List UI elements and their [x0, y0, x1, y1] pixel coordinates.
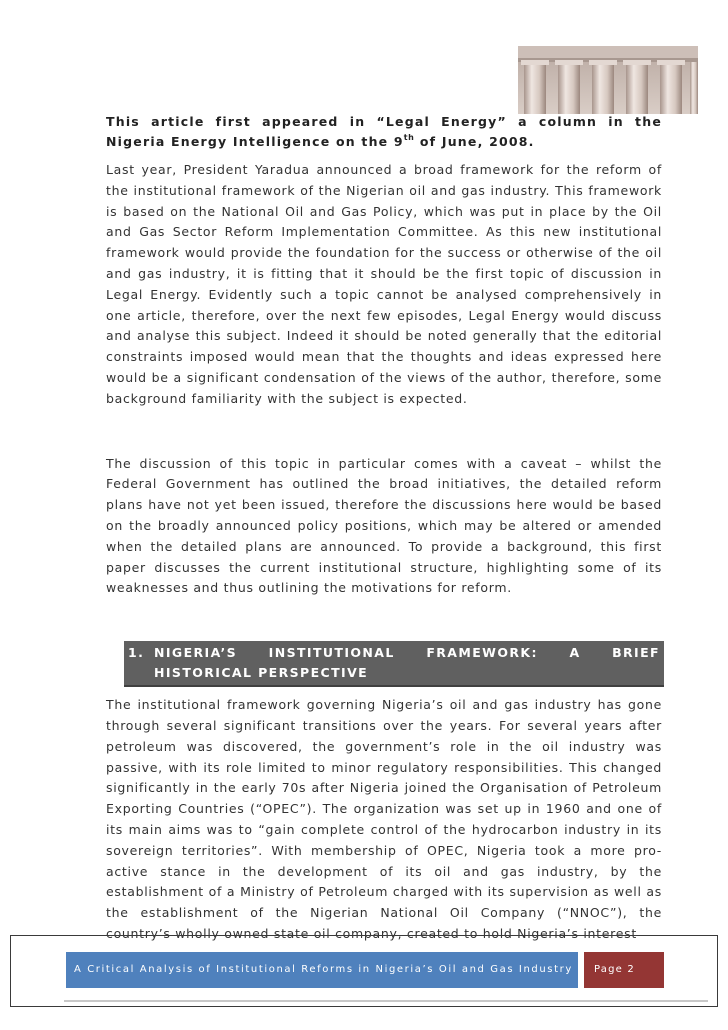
header-columns-image [518, 46, 698, 114]
classical-columns-icon [518, 46, 698, 114]
footer-page-number: Page 2 [584, 952, 664, 988]
paragraph-2: The discussion of this topic in particular comes with a caveat – whilst the Federal Government has outlined the broad initiatives, the detailed reform plans have not yet been issued, therefore the discussions here would be based on the broadly announced policy positions, which may be altered or amended when the detailed plans are announced. To provide a background, this first paper discusses the current institutional structure, highlighting some of its weaknesses and thus outlining the motivations for reform. [106, 455, 662, 596]
paragraph-3: The institutional framework governing Nigeria’s oil and gas industry has gone through several significant transitions over the years. For several years after petroleum was discovered, the government’s role in the oil industry was passive, with its role limited to minor regulatory responsibilities. This changed significantly in the early 70s after Nigeria joined the Organisation of Petroleum Exporting Countries (“OPEC”). The organization was set up in 1960 and one of its main aims was to “gain complete control of the hydrocarbon industry in its sovereign territories”. With membership of OPEC, Nigeria took a more pro-active stance in the development of its oil and gas industry, by the establishment of a Ministry of Petroleum charged with its supervision as well as the establishment of the Nigerian National Oil Company (“NNOC”), the country’s wholly owned state oil company, created to hold Nigeria’s interest [106, 697, 662, 941]
footer-document-title: A Critical Analysis of Institutional Reforms in Nigeria’s Oil and Gas Industry [66, 952, 578, 988]
intro-text-end: of June, 2008. [414, 134, 535, 149]
intro-note [106, 112, 662, 152]
paragraph-1: Last year, President Yaradua announced a broad framework for the reform of the institutional framework of the Nigerian oil and gas industry. This framework is based on the National Oil and Gas Policy, which was put in place by the Oil and Gas Sector Reform Implementation Committee. As this new institutional framework would provide the foundation for the success or otherwise of the oil and gas industry, it is fitting that it should be the first topic of discussion in Legal Energy. Evidently such a topic cannot be analysed comprehensively in one article, therefore, over the next few episodes, Legal Energy would discuss and analyse this subject. Indeed it should be noted generally that the editorial constraints imposed would mean that the thoughts and ideas expressed here would be a significant condensation of the views of the author, therefore, some background familiarity with the subject is expected. [106, 162, 662, 406]
article-body [106, 112, 662, 945]
section-title: NIGERIA’S INSTITUTIONAL FRAMEWORK: A BRIEF HISTORICAL PERSPECTIVE [154, 645, 660, 681]
section-number: 1. [128, 645, 145, 661]
intro-superscript: th [403, 133, 415, 142]
footer-underline [64, 1000, 708, 1002]
section-heading [124, 641, 664, 687]
intro-text: This article first appeared in “Legal Energy” a column in the Nigeria Energy Intelligence on the 9 [106, 114, 662, 149]
